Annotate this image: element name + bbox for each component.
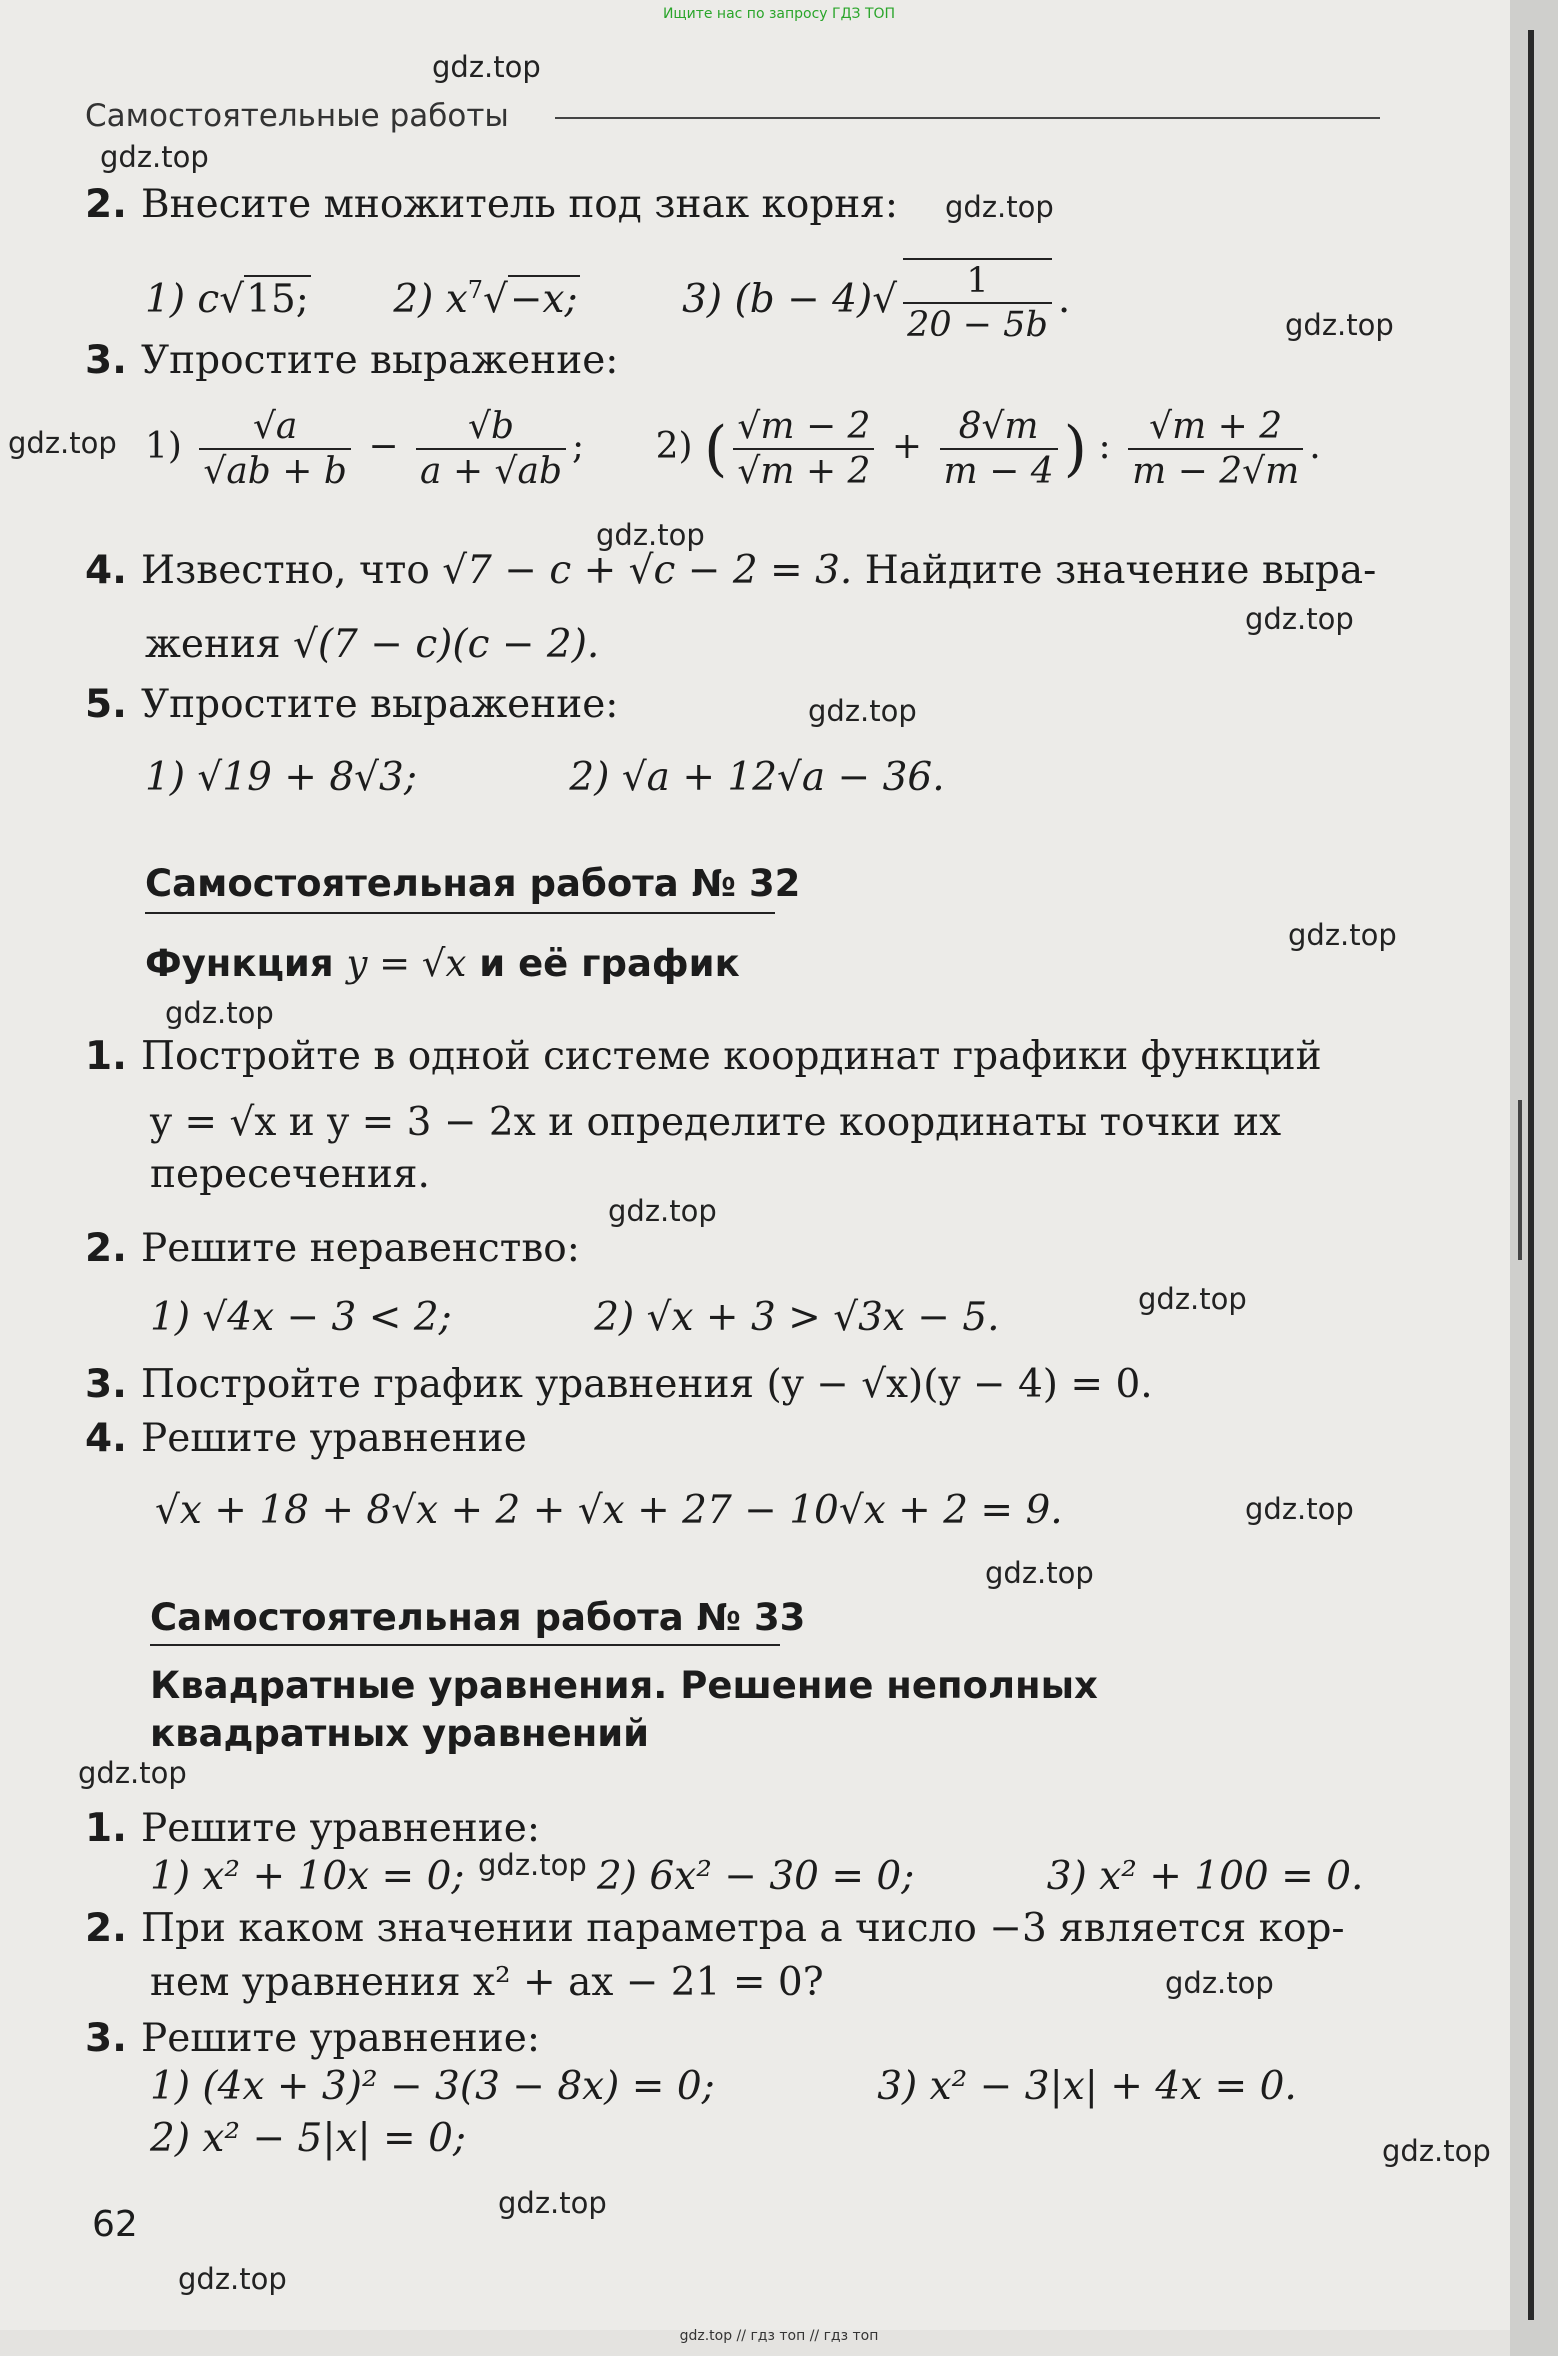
running-head-rule (555, 117, 1380, 119)
watermark: gdz.top (178, 2262, 287, 2296)
watermark: gdz.top (432, 50, 541, 84)
watermark: gdz.top (596, 518, 705, 552)
sr32-task-1-line2: y = √x и y = 3 − 2x и определите координаты точки их (150, 1100, 1282, 1145)
sr32-title-rule (145, 912, 775, 914)
sr32-title: Самостоятельная работа № 32 (145, 862, 801, 905)
sr33-task-1-heading: 1. Решите уравнение: (85, 1806, 540, 1851)
watermark: gdz.top (1285, 308, 1394, 342)
watermark: gdz.top (985, 1556, 1094, 1590)
watermark: gdz.top (1165, 1966, 1274, 2000)
task-3-items: 1) $\frac{√a}{√ab + b}$ − $\frac{√b}{a + √ab}$ ; 2) ( $\frac{√m - 2}{√m + 2}$ + $\frac{8√m}{m - 4}$ ) : $\frac{√m + 2}{m - 2√m}$ . (145, 406, 1321, 493)
sr32-task-3: 3. Постройте график уравнения (y − √x)(y − 4) = 0. (85, 1362, 1153, 1407)
sr32-task-1-line1: 1. Постройте в одной системе координат графики функций (85, 1034, 1322, 1079)
watermark: gdz.top (945, 190, 1054, 224)
watermark: gdz.top (608, 1194, 717, 1228)
watermark: gdz.top (8, 426, 117, 460)
sr33-task-3-heading: 3. Решите уравнение: (85, 2016, 540, 2061)
sr32-task-2-items: 1) √4x − 3 < 2; 2) √x + 3 > √3x − 5. (150, 1295, 1000, 1340)
watermark: gdz.top (1245, 1492, 1354, 1526)
watermark: gdz.top (165, 996, 274, 1030)
task-5-items: 1) √19 + 8√3; 2) √a + 12√a − 36. (145, 755, 945, 800)
sr33-title: Самостоятельная работа № 33 (150, 1596, 806, 1639)
watermark: gdz.top (1138, 1282, 1247, 1316)
task-2-heading: 2. Внесите множитель под знак корня: (85, 182, 899, 227)
sr32-task-1-line3: пересечения. (150, 1152, 430, 1197)
sr33-task-1-items: 1) x² + 10x = 0; 2) 6x² − 30 = 0; 3) x² + 100 = 0. (150, 1854, 1364, 1899)
page-number: 62 (92, 2204, 138, 2245)
sr33-task-3-items-a: 1) (4x + 3)² − 3(3 − 8x) = 0; 3) x² − 3|x| + 4x = 0. (150, 2064, 1297, 2109)
bottom-ad-text[interactable]: gdz.top // гдз топ // гдз топ (679, 2328, 879, 2344)
watermark: gdz.top (498, 2186, 607, 2220)
task-5-heading: 5. Упростите выражение: (85, 682, 619, 727)
watermark: gdz.top (1288, 918, 1397, 952)
task-4-line2: жения √(7 − c)(c − 2). (145, 622, 600, 667)
watermark: gdz.top (808, 694, 917, 728)
sr33-task-2-line2: нем уравнения x² + ax − 21 = 0? (150, 1960, 824, 2005)
sr33-title-rule (150, 1644, 780, 1646)
sr32-task-4-equation: √x + 18 + 8√x + 2 + √x + 27 − 10√x + 2 = 9. (155, 1488, 1063, 1533)
sr32-task-2-heading: 2. Решите неравенство: (85, 1226, 580, 1271)
running-head: Самостоятельные работы (85, 98, 509, 134)
watermark: gdz.top (100, 140, 209, 174)
sr33-subtitle-line2: квадратных уравнений (150, 1712, 650, 1755)
watermark: gdz.top (478, 1848, 587, 1882)
watermark: gdz.top (78, 1756, 187, 1790)
sr33-task-3-items-b: 2) x² − 5|x| = 0; (150, 2116, 467, 2161)
sr33-task-2-line1: 2. При каком значении параметра a число −3 является кор- (85, 1906, 1345, 1951)
watermark: gdz.top (1245, 602, 1354, 636)
sr32-task-4-heading: 4. Решите уравнение (85, 1416, 527, 1461)
page-binding-mark (1518, 1100, 1522, 1260)
sr33-subtitle-line1: Квадратные уравнения. Решение неполных (150, 1664, 1098, 1707)
task-4-line1: 4. Известно, что √7 − c + √c − 2 = 3. Найдите значение выра- (85, 548, 1377, 593)
top-ad-text[interactable]: Ищите нас по запросу ГДЗ ТОП (662, 6, 896, 22)
page-binding-shadow (1528, 30, 1534, 2320)
sr32-subtitle: Функция y = √x и её график (145, 942, 740, 985)
task-3-heading: 3. Упростите выражение: (85, 338, 619, 383)
task-2-items: 1) c√15; 2) $x^7√-x$; 3) (b − 4)√ $\frac{1}{20 - 5b}$ . (145, 258, 1070, 346)
watermark: gdz.top (1382, 2134, 1491, 2168)
